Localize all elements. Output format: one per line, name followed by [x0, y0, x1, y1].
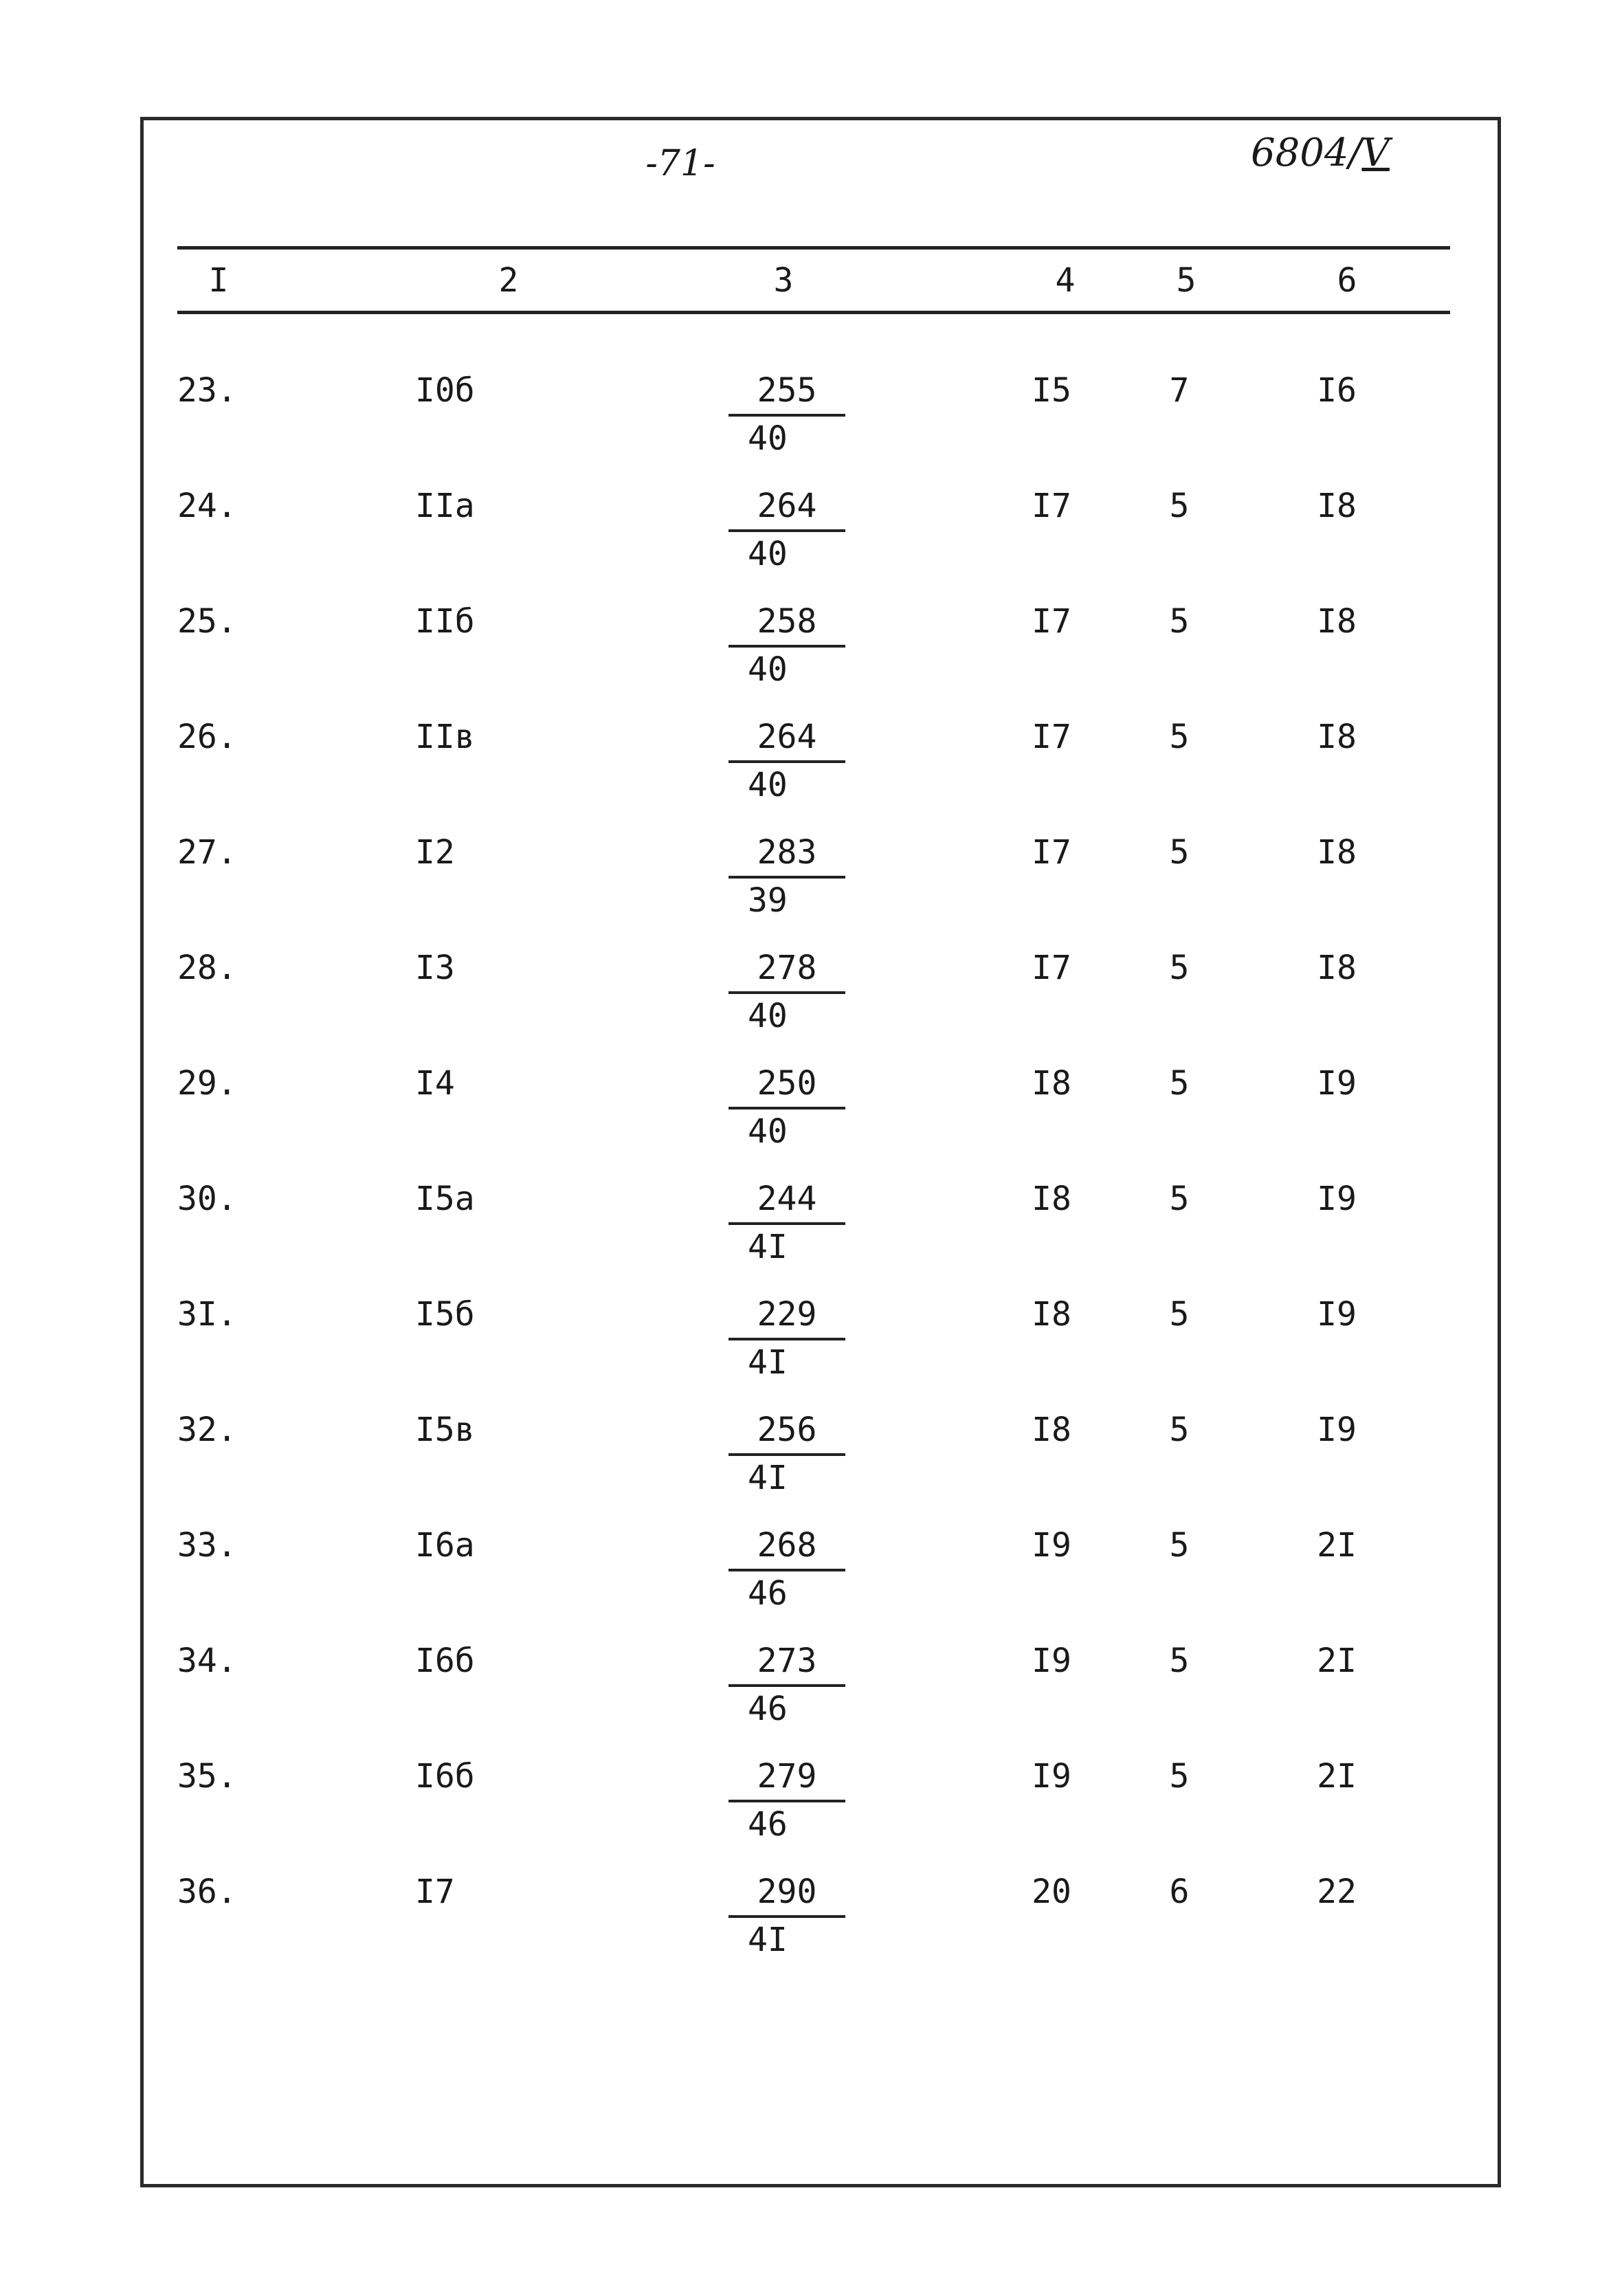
col6-value: 2I — [1317, 1642, 1357, 1680]
col4-value: I7 — [1032, 833, 1071, 872]
col6-value: 22 — [1317, 1873, 1357, 1911]
page-number: -71- — [645, 143, 715, 184]
table-row — [0, 1642, 1624, 1758]
fraction — [728, 1180, 845, 1266]
fraction-numerator: 264 — [728, 487, 845, 532]
table-row — [0, 487, 1624, 604]
item-code: I7 — [415, 1873, 455, 1911]
col4-value: I8 — [1032, 1295, 1071, 1334]
fraction-numerator: 273 — [728, 1642, 845, 1687]
col5-value: 5 — [1169, 1411, 1190, 1449]
table-row — [0, 1180, 1624, 1296]
fraction-denominator: 46 — [748, 1690, 788, 1728]
fraction-denominator: 4I — [748, 1921, 788, 1959]
table-row — [0, 1526, 1624, 1643]
document-reference-number: 6804/ — [1251, 131, 1362, 175]
col6-value: I8 — [1317, 602, 1357, 641]
fraction-denominator: 46 — [748, 1574, 788, 1613]
fraction-denominator: 40 — [748, 997, 788, 1035]
table-row — [0, 833, 1624, 950]
col5-value: 5 — [1169, 1642, 1190, 1680]
col5-value: 5 — [1169, 718, 1190, 756]
col5-value: 5 — [1169, 1526, 1190, 1565]
col6-value: I8 — [1317, 718, 1357, 756]
fraction — [728, 1526, 845, 1613]
fraction — [728, 1642, 845, 1728]
fraction-numerator: 290 — [728, 1873, 845, 1918]
fraction-denominator: 40 — [748, 419, 788, 458]
column-header-3: 3 — [773, 261, 794, 300]
fraction — [728, 718, 845, 804]
row-number: 25. — [177, 602, 237, 641]
col4-value: I5 — [1032, 371, 1071, 410]
fraction-denominator: 40 — [748, 766, 788, 804]
fraction — [728, 1873, 845, 1959]
fraction-numerator: 264 — [728, 718, 845, 763]
item-code: I5б — [415, 1295, 475, 1334]
fraction-numerator: 279 — [728, 1757, 845, 1802]
col6-value: I9 — [1317, 1411, 1357, 1449]
table-row — [0, 602, 1624, 719]
item-code: I0б — [415, 371, 475, 410]
row-number: 36. — [177, 1873, 237, 1911]
col5-value: 5 — [1169, 949, 1190, 987]
fraction-denominator: 46 — [748, 1805, 788, 1844]
col5-value: 5 — [1169, 833, 1190, 872]
row-number: 30. — [177, 1180, 237, 1218]
column-header-5: 5 — [1176, 261, 1197, 300]
fraction — [728, 833, 845, 920]
col6-value: I9 — [1317, 1295, 1357, 1334]
col6-value: 2I — [1317, 1757, 1357, 1796]
fraction-numerator: 244 — [728, 1180, 845, 1225]
col5-value: 5 — [1169, 487, 1190, 525]
col5-value: 5 — [1169, 1064, 1190, 1103]
col4-value: 20 — [1032, 1873, 1071, 1911]
item-code: I6a — [415, 1526, 475, 1565]
fraction — [728, 1411, 845, 1497]
table-row — [0, 1411, 1624, 1527]
row-number: 3I. — [177, 1295, 237, 1334]
column-header-6: 6 — [1337, 261, 1357, 300]
table-row — [0, 371, 1624, 488]
item-code: IIб — [415, 602, 475, 641]
fraction-denominator: 40 — [748, 1112, 788, 1151]
col6-value: I6 — [1317, 371, 1357, 410]
row-number: 29. — [177, 1064, 237, 1103]
col4-value: I8 — [1032, 1411, 1071, 1449]
fraction-numerator: 283 — [728, 833, 845, 879]
row-number: 33. — [177, 1526, 237, 1565]
row-number: 28. — [177, 949, 237, 987]
column-header-4: 4 — [1055, 261, 1076, 300]
col4-value: I9 — [1032, 1757, 1071, 1796]
item-code: I3 — [415, 949, 455, 987]
document-reference — [1251, 131, 1390, 175]
col6-value: 2I — [1317, 1526, 1357, 1565]
table-row — [0, 1757, 1624, 1874]
fraction — [728, 1295, 845, 1382]
row-number: 32. — [177, 1411, 237, 1449]
col5-value: 5 — [1169, 602, 1190, 641]
col5-value: 5 — [1169, 1180, 1190, 1218]
col6-value: I9 — [1317, 1064, 1357, 1103]
item-code: IIв — [415, 718, 475, 756]
column-header-1: I — [208, 261, 229, 300]
fraction — [728, 949, 845, 1035]
col4-value: I7 — [1032, 487, 1071, 525]
row-number: 34. — [177, 1642, 237, 1680]
fraction-numerator: 278 — [728, 949, 845, 994]
col6-value: I8 — [1317, 949, 1357, 987]
col4-value: I9 — [1032, 1642, 1071, 1680]
fraction — [728, 487, 845, 573]
col4-value: I7 — [1032, 602, 1071, 641]
fraction-numerator: 268 — [728, 1526, 845, 1571]
fraction-numerator: 250 — [728, 1064, 845, 1110]
fraction-denominator: 40 — [748, 535, 788, 573]
item-code: IIa — [415, 487, 475, 525]
table-row — [0, 949, 1624, 1066]
document-reference-roman: V — [1361, 131, 1390, 175]
row-number: 26. — [177, 718, 237, 756]
col5-value: 7 — [1169, 371, 1190, 410]
col4-value: I7 — [1032, 718, 1071, 756]
item-code: I2 — [415, 833, 455, 872]
col4-value: I7 — [1032, 949, 1071, 987]
column-header-2: 2 — [498, 261, 519, 300]
fraction — [728, 1757, 845, 1844]
fraction-denominator: 4I — [748, 1343, 788, 1382]
fraction-denominator: 4I — [748, 1228, 788, 1266]
table-row — [0, 1873, 1624, 1989]
table-row — [0, 718, 1624, 835]
fraction-numerator: 229 — [728, 1295, 845, 1340]
item-code: I5в — [415, 1411, 475, 1449]
item-code: I4 — [415, 1064, 455, 1103]
item-code: I5a — [415, 1180, 475, 1218]
fraction-numerator: 258 — [728, 602, 845, 648]
fraction-denominator: 39 — [748, 881, 788, 920]
col4-value: I8 — [1032, 1180, 1071, 1218]
fraction-denominator: 4I — [748, 1459, 788, 1497]
col5-value: 5 — [1169, 1757, 1190, 1796]
col6-value: I8 — [1317, 487, 1357, 525]
item-code: I6б — [415, 1642, 475, 1680]
fraction — [728, 602, 845, 689]
row-number: 35. — [177, 1757, 237, 1796]
row-number: 27. — [177, 833, 237, 872]
table-row — [0, 1064, 1624, 1181]
table-row — [0, 1295, 1624, 1412]
col5-value: 6 — [1169, 1873, 1190, 1911]
fraction — [728, 1064, 845, 1151]
fraction-numerator: 256 — [728, 1411, 845, 1456]
col5-value: 5 — [1169, 1295, 1190, 1334]
col6-value: I8 — [1317, 833, 1357, 872]
header-top-rule — [177, 246, 1450, 250]
col6-value: I9 — [1317, 1180, 1357, 1218]
item-code: I6б — [415, 1757, 475, 1796]
row-number: 24. — [177, 487, 237, 525]
header-bottom-rule — [177, 311, 1450, 314]
fraction-numerator: 255 — [728, 371, 845, 417]
col4-value: I8 — [1032, 1064, 1071, 1103]
fraction — [728, 371, 845, 458]
row-number: 23. — [177, 371, 237, 410]
col4-value: I9 — [1032, 1526, 1071, 1565]
fraction-denominator: 40 — [748, 650, 788, 689]
